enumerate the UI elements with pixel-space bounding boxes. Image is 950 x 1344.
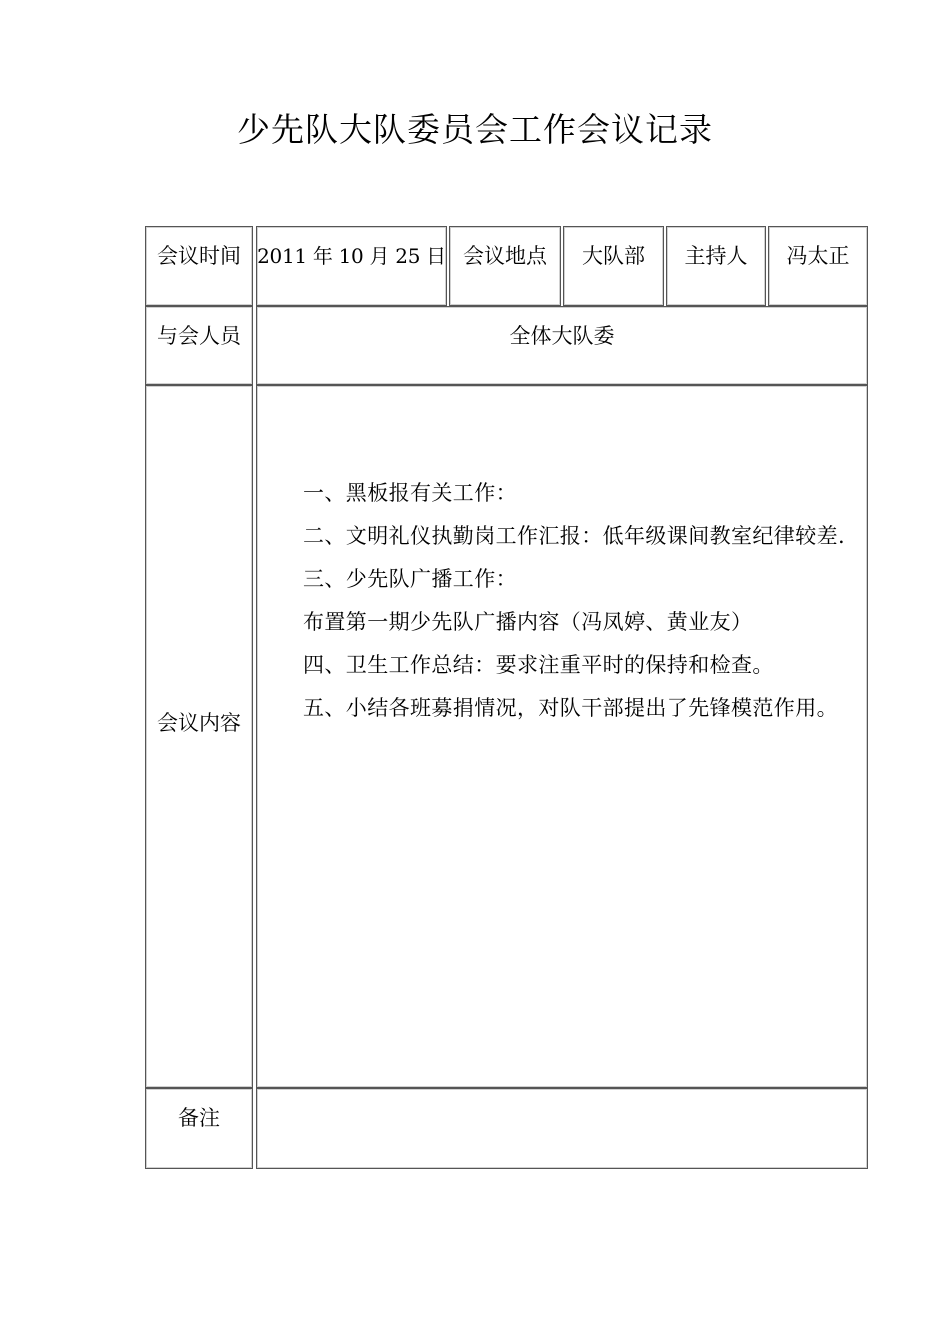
attendees-value-text: 全体大队委 [509,324,615,348]
content-label-text: 会议内容 [157,711,241,735]
meeting-place-value-text: 大队部 [582,244,645,268]
host-value-text: 冯太正 [786,244,850,268]
content-body [256,385,868,1088]
content-line-2: 二、文明礼仪执勤岗工作汇报：低年级课间教室纪律较差. [303,524,846,548]
content-line-6: 五、小结各班募捐情况，对队干部提出了先锋模范作用。 [303,696,838,720]
meeting-place-label-text: 会议地点 [463,244,547,268]
host-label-text: 主持人 [684,244,748,268]
remarks-value [256,1088,868,1169]
remarks-label [145,1088,253,1169]
meeting-time-value-text: 2011 年 10 月 25 日 [257,244,446,268]
content-label-cell [145,385,253,1088]
attendees-label-text: 与会人员 [157,324,241,348]
content-line-5: 四、卫生工作总结：要求注重平时的保持和检查。 [303,653,774,677]
host-label [666,226,766,306]
content-line-3: 三、少先队广播工作： [303,567,517,591]
meeting-place-value [563,226,664,306]
content-line-4: 布置第一期少先队广播内容（冯凤婷、黄业友） [303,610,753,634]
attendees-label [145,306,253,385]
content-line-1: 一、黑板报有关工作： [303,481,517,505]
meeting-place-label [449,226,561,306]
remarks-label-text: 备注 [178,1106,220,1130]
meeting-time-value [256,226,447,306]
meeting-time-label [145,226,253,306]
attendees-value [256,306,868,385]
meeting-time-label-text: 会议时间 [157,244,241,268]
page-title: 少先队大队委员会工作会议记录 [237,110,713,149]
host-value [768,226,868,306]
